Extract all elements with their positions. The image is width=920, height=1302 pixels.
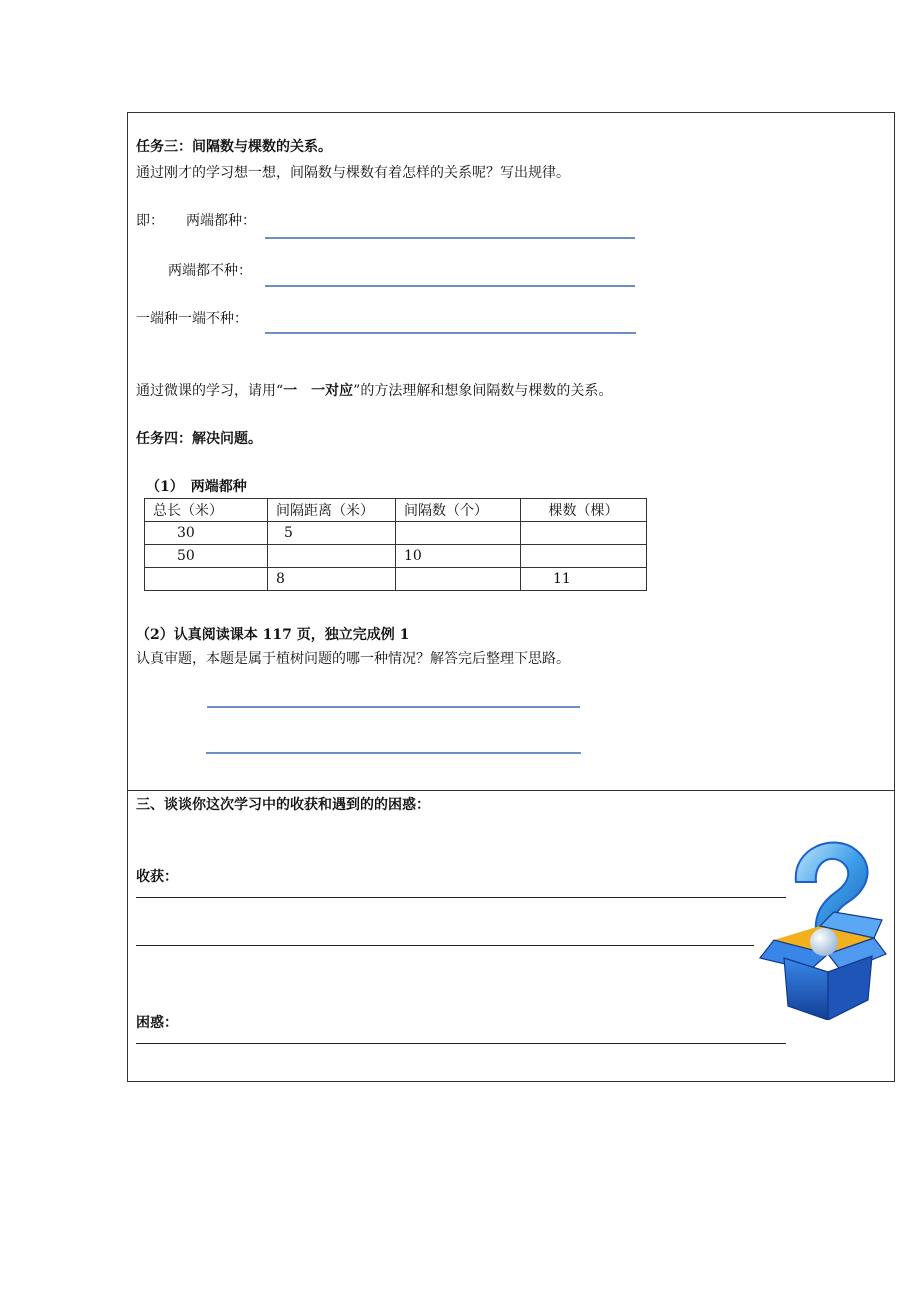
case-no-ends-label: 两端都不种： xyxy=(168,263,252,279)
case-one-end-label: 一端种一端不种： xyxy=(136,311,248,327)
header-interval-count: 间隔数（个） xyxy=(396,499,521,522)
table-cell: 30 xyxy=(145,522,268,545)
header-total-length: 总长（米） xyxy=(145,499,268,522)
confusion-label: 困惑： xyxy=(136,1015,178,1031)
micro-text-bold: 一 一对应 xyxy=(283,383,354,399)
task3-title: 任务三：间隔数与棵数的关系。 xyxy=(136,139,332,155)
answer-line-no-ends[interactable] xyxy=(265,285,635,287)
micro-text-end: ”的方法理解和想象间隔数与棵数的关系。 xyxy=(353,383,613,399)
table-cell-blank[interactable] xyxy=(396,568,521,591)
gain-line-2[interactable] xyxy=(136,945,754,946)
header-tree-count: 棵数（棵） xyxy=(521,499,647,522)
table-cell-blank[interactable] xyxy=(521,545,647,568)
answer-line-example-1[interactable] xyxy=(207,706,580,708)
question-box-icon xyxy=(756,830,888,1020)
table-cell: 50 xyxy=(145,545,268,568)
section-divider xyxy=(127,790,895,791)
table-cell: 11 xyxy=(521,568,647,591)
answer-line-example-2[interactable] xyxy=(206,752,581,754)
table-cell-blank[interactable] xyxy=(396,522,521,545)
case-both-ends-label: 两端都种： xyxy=(186,213,256,229)
table-cell: 10 xyxy=(396,545,521,568)
part1-heading: （1） 两端都种 xyxy=(146,479,247,495)
answer-line-one-end[interactable] xyxy=(265,332,636,334)
header-interval-distance: 间隔距离（米） xyxy=(268,499,396,522)
gain-label: 收获： xyxy=(136,869,178,885)
task3-lead: 即： xyxy=(136,213,164,229)
section3-title: 三、谈谈你这次学习中的收获和遇到的的困惑： xyxy=(136,797,430,813)
table-cell: 8 xyxy=(268,568,396,591)
table-row xyxy=(145,545,647,568)
answer-line-both-ends[interactable] xyxy=(265,237,635,239)
micro-text-start: 通过微课的学习，请用“ xyxy=(136,383,284,399)
table-cell-blank[interactable] xyxy=(268,545,396,568)
task4-title: 任务四：解决问题。 xyxy=(136,431,262,447)
table-cell-blank[interactable] xyxy=(521,522,647,545)
part2-prompt: 认真审题，本题是属于植树问题的哪一种情况？解答完后整理下思路。 xyxy=(136,651,570,667)
tree-planting-table xyxy=(144,498,647,591)
table-row xyxy=(145,568,647,591)
part2-heading: （2）认真阅读课本 117 页，独立完成例 1 xyxy=(136,627,410,643)
task3-prompt: 通过刚才的学习想一想，间隔数与棵数有着怎样的关系呢？写出规律。 xyxy=(136,165,570,181)
micro-lesson-text xyxy=(136,382,612,400)
confusion-line[interactable] xyxy=(136,1043,786,1044)
table-header-row xyxy=(145,499,647,522)
gain-line-1[interactable] xyxy=(136,897,786,898)
table-cell: 5 xyxy=(268,522,396,545)
table-cell-blank[interactable] xyxy=(145,568,268,591)
table-row xyxy=(145,522,647,545)
